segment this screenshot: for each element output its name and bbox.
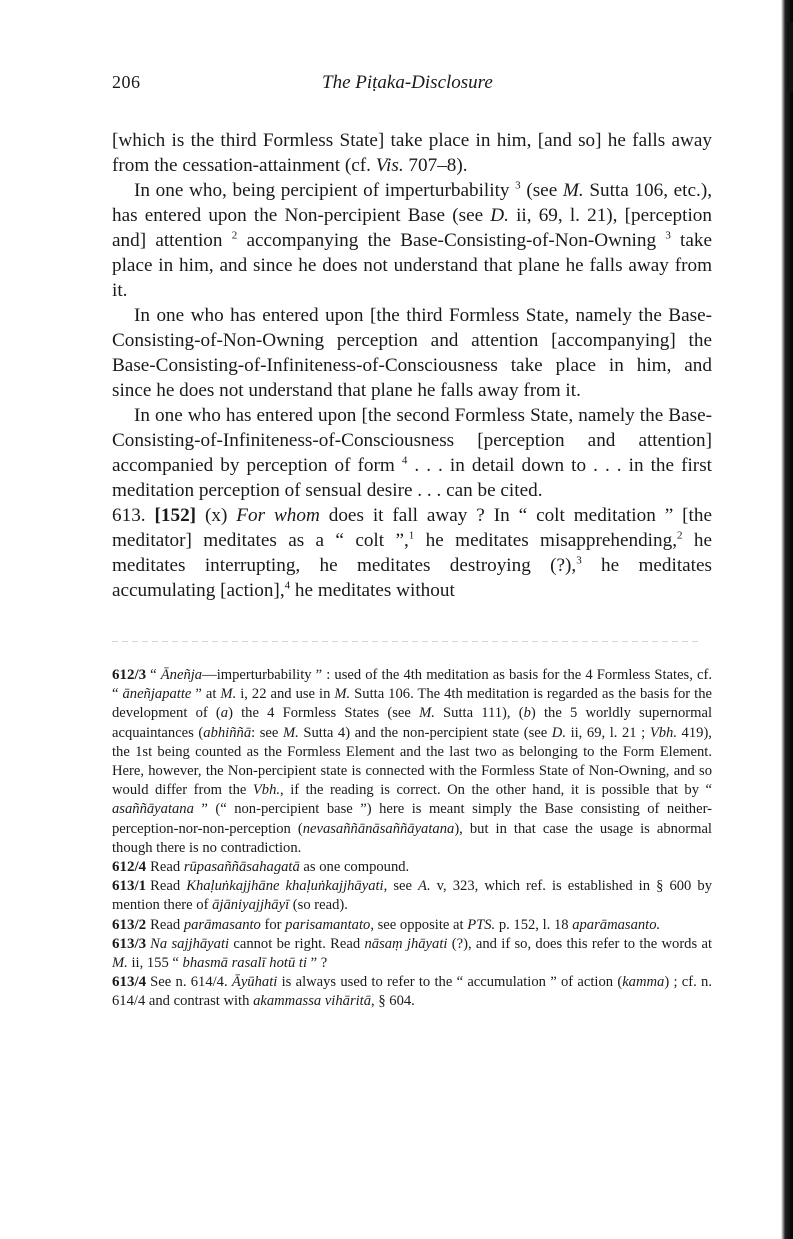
- footnote-text: , see opposite at: [370, 916, 468, 933]
- footnote-text: ” at: [191, 686, 221, 703]
- footnote-text: ii, 69, l. 21 ;: [566, 724, 650, 741]
- footnote-text: v, 323, which ref. is established in § 600 by mention there of: [112, 878, 712, 914]
- text: In one who, being percipient of imperturbability: [134, 180, 516, 201]
- footnote-text: ” (“ non-percipient base ”) here is meant simply the Base consisting of neither-perception-nor-non-perception (: [112, 801, 712, 837]
- text: he meditates interrupting, he meditates destroying (?),: [112, 530, 712, 576]
- footnote-italic: asaññāyatana: [112, 801, 194, 818]
- text: [which is the third Formless State] take place in him, [and so] he falls away from the cessation-attainment (cf.: [112, 130, 712, 176]
- footnote-italic: ājāniyajjhāyī: [212, 897, 290, 914]
- footnote-italic: Vbh.: [252, 782, 281, 799]
- footnote-text: for: [260, 916, 286, 933]
- citation: D.: [490, 205, 509, 226]
- text: he meditates accumulating [action],: [112, 555, 712, 601]
- footnote-marker: 4: [284, 579, 291, 592]
- footnote-italic: aparāmasanto.: [572, 916, 661, 933]
- footnote-text: Read: [150, 878, 187, 895]
- footnote-text: Sutta 106. The 4th meditation is regarded as the basis for the development of (: [112, 686, 712, 722]
- footnote: [112, 666, 712, 858]
- footnote-text: —imperturbability ” : used of the 4th meditation as basis for the 4 Formless States, cf. “: [112, 667, 712, 703]
- footnote-text: Read: [150, 859, 184, 876]
- footnote-marker: 4: [401, 454, 408, 467]
- footnote-text: : see: [251, 724, 283, 741]
- footnote-italic: Vbh.: [649, 724, 677, 741]
- footnote: [112, 973, 712, 1011]
- section-613: [112, 503, 712, 603]
- footnote-marker: 3: [665, 229, 671, 242]
- footnote-text: “: [150, 667, 161, 683]
- text: take place in him, and since he does not understand that plane he falls away from it.: [112, 230, 713, 301]
- footnote-ref: 612/3: [112, 667, 147, 683]
- footnote-italic: Āyūhati: [231, 974, 278, 991]
- footnote-text: 419), the 1st being counted as the Formless Element and the last two as belonging to the Form Element. Here, however, the Non-percipient state is connected with the Formless State of Non-Owning, and so would differ from the: [112, 724, 712, 799]
- footnote-italic: Āneñja: [160, 667, 203, 683]
- footnote-text: i, 22 and use in: [236, 686, 335, 703]
- footnotes: [112, 666, 712, 1012]
- footnote-italic: a: [220, 705, 229, 722]
- footnote-text: ), but in that case the usage is abnormal though there is no contradiction.: [112, 820, 712, 856]
- footnote-italic: Na sajjhāyati: [150, 935, 230, 952]
- footnote-text: ” ?: [307, 955, 328, 972]
- footnote-italic: abhiññā: [203, 724, 252, 741]
- footnote-italic: āneñjapatte: [122, 686, 192, 703]
- text: ii, 69, l. 21), [perception and] attention: [112, 205, 712, 251]
- section-number: 613.: [112, 505, 155, 526]
- footnote-italic: b: [523, 705, 531, 722]
- footnote-italic: parāmasanto: [183, 916, 261, 933]
- footnote-text: , see: [383, 878, 419, 895]
- footnote-marker: 3: [515, 179, 521, 192]
- footnote-text: , if the reading is correct. On the other hand, it is possible that by “: [280, 782, 712, 799]
- footnote-text: Read: [150, 916, 184, 933]
- text: (x): [196, 505, 237, 526]
- footnote-text: p. 152, l. 18: [495, 916, 573, 933]
- footnote-ref: 613/3: [112, 935, 147, 952]
- scan-border-mark: [787, 22, 793, 92]
- text: accompanying the Base-Consisting-of-Non-Owning: [237, 230, 666, 251]
- footnote-marker: 1: [408, 529, 415, 542]
- footnote-text: Sutta 111), (: [434, 705, 524, 722]
- scan-border: [781, 0, 793, 1239]
- footnote-text: See n. 614/4.: [150, 974, 232, 991]
- book-page: [112, 72, 712, 1012]
- footnote-ref: 613/1: [112, 878, 147, 895]
- text: Sutta 106, etc.), has entered upon the Non-percipient Base (see: [112, 180, 713, 226]
- footnote-separator: [112, 641, 702, 642]
- running-title: The Piṭaka-Disclosure: [322, 72, 493, 93]
- footnote-italic: A.: [418, 878, 431, 895]
- text: . . . in detail down to . . . in the first meditation perception of sensual desire . . . can be cited.: [112, 455, 712, 501]
- footnote: [112, 935, 712, 973]
- emphasis: For whom: [236, 505, 320, 526]
- footnote-italic: PTS.: [467, 916, 496, 933]
- text: 707–8).: [403, 155, 468, 176]
- footnote-text: , § 604.: [371, 993, 415, 1010]
- running-head: [112, 72, 712, 102]
- footnote-ref: 613/2: [112, 916, 147, 933]
- footnote-italic: bhasmā rasalī hotū ti: [182, 955, 308, 972]
- citation: M.: [562, 180, 584, 201]
- footnote-text: ii, 155 “: [127, 955, 183, 972]
- footnote-text: (?), and if so, does this refer to the words at: [447, 935, 712, 952]
- footnote-ref: 613/4: [112, 974, 147, 991]
- text: he meditates misapprehending,: [414, 530, 677, 551]
- footnote: [112, 916, 712, 935]
- text: (see: [520, 180, 563, 201]
- footnote-text: ) ; cf. n. 614/4 and contrast with: [112, 974, 713, 1010]
- paragraph: [112, 403, 712, 503]
- page-number: 206: [112, 72, 141, 92]
- footnote-text: (so read).: [289, 897, 348, 914]
- footnote-ref: 612/4: [112, 859, 147, 876]
- footnote-italic: kamma: [622, 974, 665, 991]
- footnote-marker: 2: [677, 529, 683, 542]
- footnote-text: ) the 5 worldly supernormal acquaintances (: [112, 705, 713, 741]
- text: he meditates without: [290, 580, 455, 601]
- footnote-marker: 3: [576, 554, 582, 567]
- footnote-marker: 2: [231, 229, 238, 242]
- footnote-italic: rūpasaññāsahagatā: [183, 859, 300, 876]
- footnote-italic: M.: [220, 686, 237, 703]
- paragraph: [112, 178, 712, 303]
- footnote-italic: D.: [551, 724, 566, 741]
- footnote: [112, 858, 712, 877]
- footnote-text: is always used to refer to the “ accumulation ” of action (: [277, 974, 623, 991]
- paragraph: In one who has entered upon [the third Formless State, namely the Base-Consisting-of-Non-Owning perception and attention [accompanying] the Base-Consisting-of-Infiniteness-of-Consciousness take place in him, and since he does not understand that plane he falls away from it.: [112, 305, 712, 401]
- footnote-italic: M.: [112, 955, 128, 972]
- footnote-italic: akammassa vihāritā: [253, 993, 372, 1010]
- footnote-italic: parisamantato: [285, 916, 371, 933]
- footnote-italic: nevasaññānāsaññāyatana: [302, 820, 455, 837]
- footnote-italic: M.: [419, 705, 435, 722]
- footnote-italic: M.: [334, 686, 351, 703]
- citation: Vis.: [375, 155, 404, 176]
- text: does it fall away ? In “ colt meditation ” [the meditator] meditates as a “ colt ”,: [112, 505, 713, 551]
- footnote-italic: M.: [282, 724, 299, 741]
- pts-page-ref: [152]: [154, 505, 197, 526]
- footnote-italic: nāsaṃ jhāyati: [364, 935, 448, 952]
- footnote-text: as one compound.: [299, 859, 410, 876]
- footnote: [112, 877, 712, 915]
- footnote-text: Sutta 4) and the non-percipient state (see: [298, 724, 552, 741]
- footnote-text: ) the 4 Formless States (see: [228, 705, 420, 722]
- text: In one who has entered upon [the second Formless State, namely the Base-Consisting-of-Infiniteness-of-Consciousness [perception and attention] accompanied by perception of form: [112, 405, 712, 476]
- footnote-italic: Khaḷuṅkajjhāne khaḷuṅkajjhāyati: [186, 878, 384, 895]
- paragraph-continuation: [112, 128, 712, 178]
- footnote-text: cannot be right. Read: [229, 935, 365, 952]
- main-text: [112, 128, 712, 603]
